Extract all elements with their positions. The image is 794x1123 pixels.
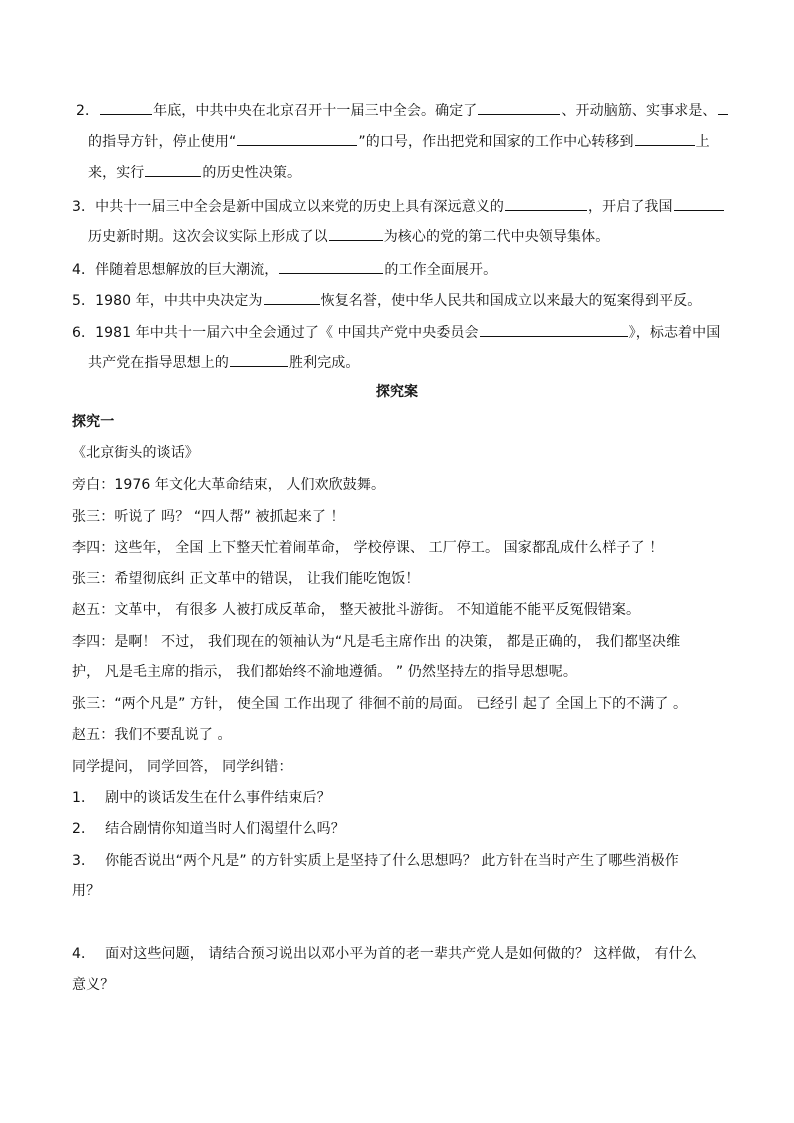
inquiry-question-4 xyxy=(72,944,697,964)
question-text: 来，实行 xyxy=(88,165,145,181)
question-text: 面对这些问题， 请结合预习说出以邓小平为首的老一辈共产党人是如何做的？ 这样做， 有什么 xyxy=(105,946,697,962)
fill-question-3-line-2 xyxy=(88,226,609,247)
inquiry-question-3 xyxy=(72,851,679,871)
question-number: 4． xyxy=(72,946,96,962)
speech: 1976 年文化大革命结束， 人们欢欣鼓舞。 xyxy=(114,477,386,493)
speaker: 张三： xyxy=(72,509,115,525)
speaker: 李四： xyxy=(72,634,115,650)
dialogue-line xyxy=(72,507,345,527)
question-text: 恢复名誉，使中华人民共和国成立以来最大的冤案得到平反。 xyxy=(320,293,702,309)
speaker: 赵五： xyxy=(72,602,115,618)
question-text: 结合剧情你知道当时人们渴望什么吗？ xyxy=(105,821,345,837)
speech: 希望彻底纠 正文革中的错误， 让我们能吃饱饭！ xyxy=(114,571,420,587)
question-text: 伴随着思想解放的巨大潮流， xyxy=(95,262,279,278)
inquiry-question-1 xyxy=(72,788,331,808)
fill-question-6-line-2 xyxy=(88,352,360,373)
question-text: 的工作全面展开。 xyxy=(384,262,498,278)
speaker: 张三： xyxy=(72,571,115,587)
inquiry-question-2 xyxy=(72,819,345,839)
question-number: 4． xyxy=(72,262,96,278)
question-text: 》，标志着中国 xyxy=(628,325,721,341)
speech: 我们不要乱说了 。 xyxy=(114,727,232,743)
question-text: ”的口号，作出把党和国家的工作中心转移到 xyxy=(358,134,634,150)
dialogue-line xyxy=(72,538,663,558)
question-text: 1980 年，中共中央决定为 xyxy=(95,293,263,309)
dialogue-line xyxy=(72,725,232,745)
inquiry-question-3-continued: 用？ xyxy=(72,883,101,899)
dialogue-line xyxy=(72,600,640,620)
question-number: 1． xyxy=(72,790,96,806)
question-number: 2． xyxy=(72,821,96,837)
dialogue-line xyxy=(72,569,420,589)
question-text: 的指导方针，停止使用“ xyxy=(88,134,237,150)
speech: “两个凡是” 方针， 使全国 工作出现了 徘徊不前的局面。 已经引 起了 全国上下的不满了 。 xyxy=(114,696,688,712)
play-title: 《北京街头的谈话》 xyxy=(72,445,199,461)
fill-question-4 xyxy=(72,259,497,280)
question-text: 共产党在指导思想上的 xyxy=(88,355,229,371)
inquiry-question-4-continued: 意义？ xyxy=(72,977,115,993)
question-text: ，开启了我国 xyxy=(588,199,673,215)
question-text: 的历史性决策。 xyxy=(202,165,302,181)
speech: 听说了 吗？ “四人帮” 被抓起来了 ！ xyxy=(114,509,345,525)
dialogue-line-continued xyxy=(72,662,577,682)
fill-question-5 xyxy=(72,290,701,311)
question-number: 6． xyxy=(72,325,96,341)
answer-blank[interactable] xyxy=(329,226,383,241)
question-text: 年底，中共中央在北京召开十一届三中全会。确定了 xyxy=(153,103,478,119)
question-number: 3． xyxy=(72,199,96,215)
speech: 这些年， 全国 上下整天忙着闹革命， 学校停课、 工厂停工。 国家都乱成什么样子了 ！ xyxy=(114,540,664,556)
speaker: 赵五： xyxy=(72,727,115,743)
speaker: 旁白： xyxy=(72,477,115,493)
answer-blank[interactable] xyxy=(230,352,288,367)
answer-blank[interactable] xyxy=(674,196,724,211)
question-text: 1981 年中共十一届六中全会通过了《 中国共产党中央委员会 xyxy=(95,325,479,341)
answer-blank[interactable] xyxy=(279,259,383,274)
speech: 是啊！ 不过， 我们现在的领袖认为“凡是毛主席作出 的决策， 都是正确的， 我们都坚决维 xyxy=(114,634,681,650)
question-text: 为核心的党的第二代中央领导集体。 xyxy=(383,229,610,245)
fill-question-2-line-2 xyxy=(88,131,710,152)
question-number: 2． xyxy=(76,103,100,119)
answer-blank[interactable] xyxy=(635,131,695,146)
question-text: 、开动脑筋、实事求是、 xyxy=(561,103,717,119)
question-text: 中共十一届三中全会是新中国成立以来党的历史上具有深远意义的 xyxy=(95,199,505,215)
dialogue-line xyxy=(72,475,385,495)
answer-blank[interactable] xyxy=(237,131,357,146)
answer-blank[interactable] xyxy=(478,100,560,115)
answer-blank[interactable] xyxy=(480,322,628,337)
question-text: 你能否说出“两个凡是” 的方针实质上是坚持了什么思想吗？ 此方针在当时产生了哪些消极作 xyxy=(105,853,679,869)
fill-question-2-line-3 xyxy=(88,162,301,183)
question-number: 3． xyxy=(72,853,96,869)
fill-question-2-line-1 xyxy=(76,100,729,121)
answer-blank[interactable] xyxy=(145,162,201,177)
question-text: 胜利完成。 xyxy=(289,355,360,371)
question-text: 历史新时期。这次会议实际上形成了以 xyxy=(88,229,328,245)
speech: 文革中， 有很多 人被打成反革命， 整天被批斗游街。 不知道能不能平反冤假错案。 xyxy=(114,602,641,618)
answer-blank[interactable] xyxy=(100,100,152,115)
dialogue-line xyxy=(72,694,687,714)
answer-blank[interactable] xyxy=(264,290,320,305)
dialogue-line xyxy=(72,632,680,652)
answer-blank[interactable] xyxy=(718,100,728,115)
speaker: 李四： xyxy=(72,540,115,556)
question-text: 剧中的谈话发生在什么事件结束后？ xyxy=(105,790,331,806)
question-text: 上 xyxy=(695,134,710,150)
fill-question-6-line-1 xyxy=(72,322,720,343)
question-number: 5． xyxy=(72,293,96,309)
answer-blank[interactable] xyxy=(505,196,587,211)
inquiry-heading: 探究一 xyxy=(72,414,115,430)
speaker: 张三： xyxy=(72,696,115,712)
section-title: 探究案 xyxy=(375,384,419,400)
fill-question-3-line-1 xyxy=(72,196,725,217)
discussion-prompt: 同学提问， 同学回答， 同学纠错： xyxy=(72,759,293,775)
speech: 护， 凡是毛主席的指示， 我们都始终不渝地遵循。 ” 仍然坚持左的指导思想呢。 xyxy=(72,664,577,680)
